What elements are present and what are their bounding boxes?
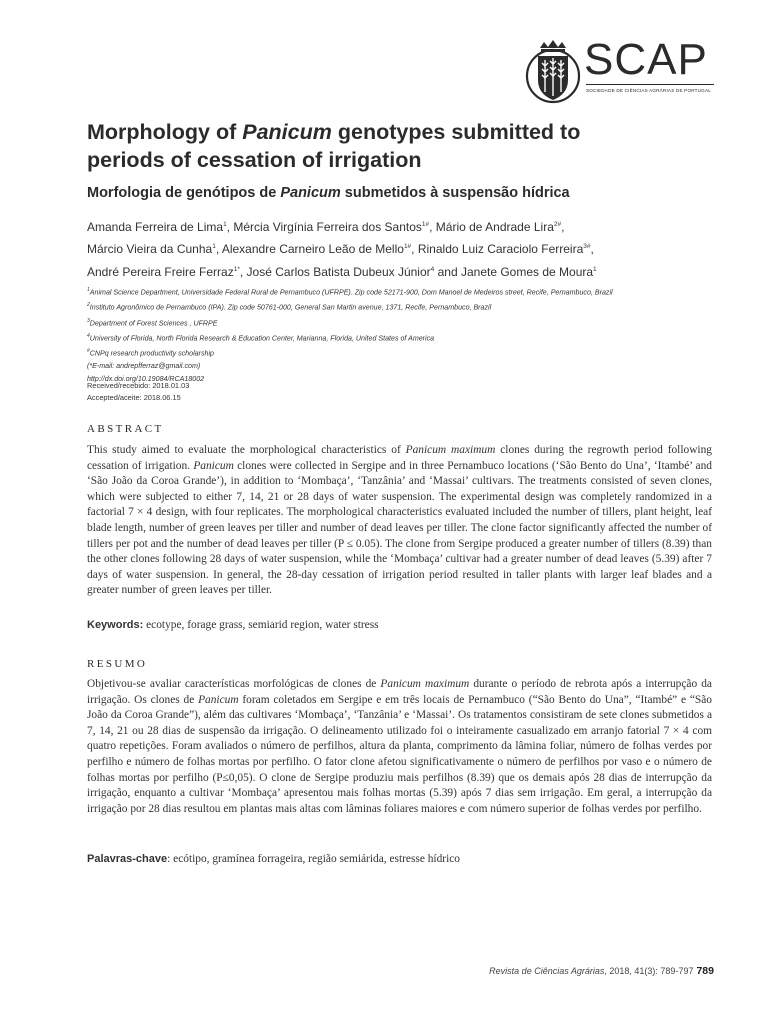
keywords-label: Keywords:	[87, 619, 144, 631]
abstract-heading: ABSTRACT	[87, 423, 164, 435]
affiliation-item: $^1$Animal Science Department, Universidade Federal Rural de Pernambuco (UFRPE). Zip code 52171-900, Dom Manoel de Medeiros street, Recife, Pernambuco, Brazil	[87, 287, 613, 297]
doi-link[interactable]: http://dx.doi.org/10.19084/RCA18002	[87, 375, 205, 384]
logo-subtitle: SOCIEDADE DE CIÊNCIAS AGRÁRIAS DE PORTUGAL	[586, 84, 714, 93]
affiliation-item: $^3$Department of Forest Sciences , UFRPE	[87, 317, 218, 327]
resumo-text: Objetivou-se avaliar características morfológicas de clones de Panicum maximum durante o período de rebrota após a interrupção da irrigação. Os clones de Panicum foram coletados em Sergipe e em três locais de Pernambuco (“São Bento do Una”, “Itambé” e “São João da Coroa Grande”), além das cultivares ‘Mombaça’, ‘Tanzânia’ e ‘Massai’. Os tratamentos consistiram de sete clones submetidos a 7, 14, 21 ou 28 dias de suspensão da irrigação. O delineamento utilizado foi o inteiramente casualizado em arranjo fatorial 7 × 4 com quatro repetições. Foram avaliados o número de perfilhos, altura da planta, comprimento da lâmina foliar, número de folhas verdes por perfilho e número de folhas mortas por perfilho. O fator clone afetou significativamente o número de perfilhos por vaso e o número de folhas mortas por perfilho (P≤0,05). O clone de Sergipe produziu mais perfilhos (8.39) que os demais após 28 dias de interrupção da irrigação, enquanto a cultivar ‘Mombaça’ apresentou mais folhas mortas (5.39) após 7 dias sem irrigação. Em geral, a interrupção da irrigação por 28 dias resultou em plantas mais altas com lâminas foliares maiores e com número superior de folhas verdes por perfilho.	[87, 678, 712, 815]
author-list: Amanda Ferreira de Lima$^1$, Mércia Virgínia Ferreira dos Santos$^{1\#}$, Mário de Andrade Lira$^{2\#}$, Márcio Vieira da Cunha$^1$, Alexandre Carneiro Leão de Mello$^{1\#}$, Rinaldo Luiz Caraciolo Ferreira$^{3\#}$, André Pereira Freire Ferraz$^{1*}$, José Carlos Batista Dubeux Júnior$^4$ and Janete Gomes de Moura$^1$	[87, 220, 597, 279]
citation: , 2018, 41(3): 789-797	[604, 966, 694, 976]
author-name: Alexandre Carneiro Leão de Mello	[221, 242, 404, 257]
logo-wordmark: SCAP	[584, 35, 708, 84]
abstract-text: This study aimed to evaluate the morphological characteristics of Panicum maximum clones during the regrowth period following cessation of irrigation. Panicum clones were collected in Sergipe and in three Pernambuco locations (‘São Bento do Una’, ‘Itambé’ and ‘São João da Coroa Grande’), in addition to ‘Mombaça’, ‘Tanzânia’ and ‘Massai’ cultivars. The treatments consisted of seven clones, which were subjected to either 7, 14, 21 or 28 days of water suspension. The experimental design was completely randomized in a factorial 7 × 4 design, with four replicates. The morphological characteristics evaluated included the number of tillers, plant height, leaf blade length, number of green leaves per tiller and number of dead leaves per tiller. The clone factor significantly affected the number of tillers per pot and the number of dead leaves per tiller (P ≤ 0.05). The clone from Sergipe produced a greater number of tillers (8.39) than the other clones following 28 days of water suspension, while the ‘Mombaça’ cultivar had a greater number of dead leaves (5.39) after 7 days of water suspension. In general, the 28-day cessation of irrigation period resulted in taller plants with larger leaf blades and a greater number of green leaves per tiller.	[87, 444, 712, 597]
accepted-date: Accepted/aceite: 2018.06.15	[87, 393, 181, 402]
author-name: Amanda Ferreira de Lima	[87, 220, 224, 234]
article-dates	[87, 380, 189, 404]
crowned-shield-emblem-icon	[524, 40, 582, 104]
article-title: Morphology of Panicum genotypes submitted to periods of cessation of irrigation	[87, 120, 581, 172]
resumo-keywords: Palavras-chave: ecótipo, gramínea forrageira, região semiárida, estresse hídrico	[87, 853, 460, 865]
author-name: Rinaldo Luiz Caraciolo Ferreira	[417, 242, 584, 257]
affiliation-list	[87, 284, 707, 386]
affiliation-item: $^2$Instituto Agronômico de Pernambuco (IPA). Zip code 50761-000, General San Martin avenue, 1371, Recife, Pernambuco, Brazil	[87, 302, 492, 312]
journal-logo	[524, 35, 714, 112]
article-subtitle: Morfologia de genótipos de Panicum submetidos à suspensão hídrica	[87, 185, 570, 201]
affiliation-item: $^4$University of Florida, North Florida Research & Education Center, Marianna, Florida, United States of America	[87, 332, 435, 343]
author-name: André Pereira Freire Ferraz	[87, 264, 234, 279]
author-name: Janete Gomes de Moura	[460, 264, 594, 279]
author-name: Márcio Vieira da Cunha	[87, 242, 213, 257]
affiliation-item: #CNPq research productivity scholarship	[87, 348, 214, 358]
abstract-keywords: Keywords: ecotype, forage grass, semiarid region, water stress	[87, 619, 379, 631]
resumo-heading: RESUMO	[87, 658, 148, 670]
author-name: Mário de Andrade Lira	[435, 220, 554, 234]
author-name: Mércia Virgínia Ferreira dos Santos	[233, 220, 422, 234]
journal-name: Revista de Ciências Agrárias	[489, 966, 605, 976]
page-number: 789	[696, 965, 714, 977]
corresponding-email: (*E-mail: andrepfferraz@gmail.com)	[87, 362, 201, 371]
author-name: José Carlos Batista Dubeux Júnior	[246, 264, 431, 279]
received-date: Received/recebido: 2018.01.03	[87, 381, 190, 390]
page-footer	[489, 965, 714, 977]
palavras-chave-label: Palavras-chave	[87, 853, 168, 865]
